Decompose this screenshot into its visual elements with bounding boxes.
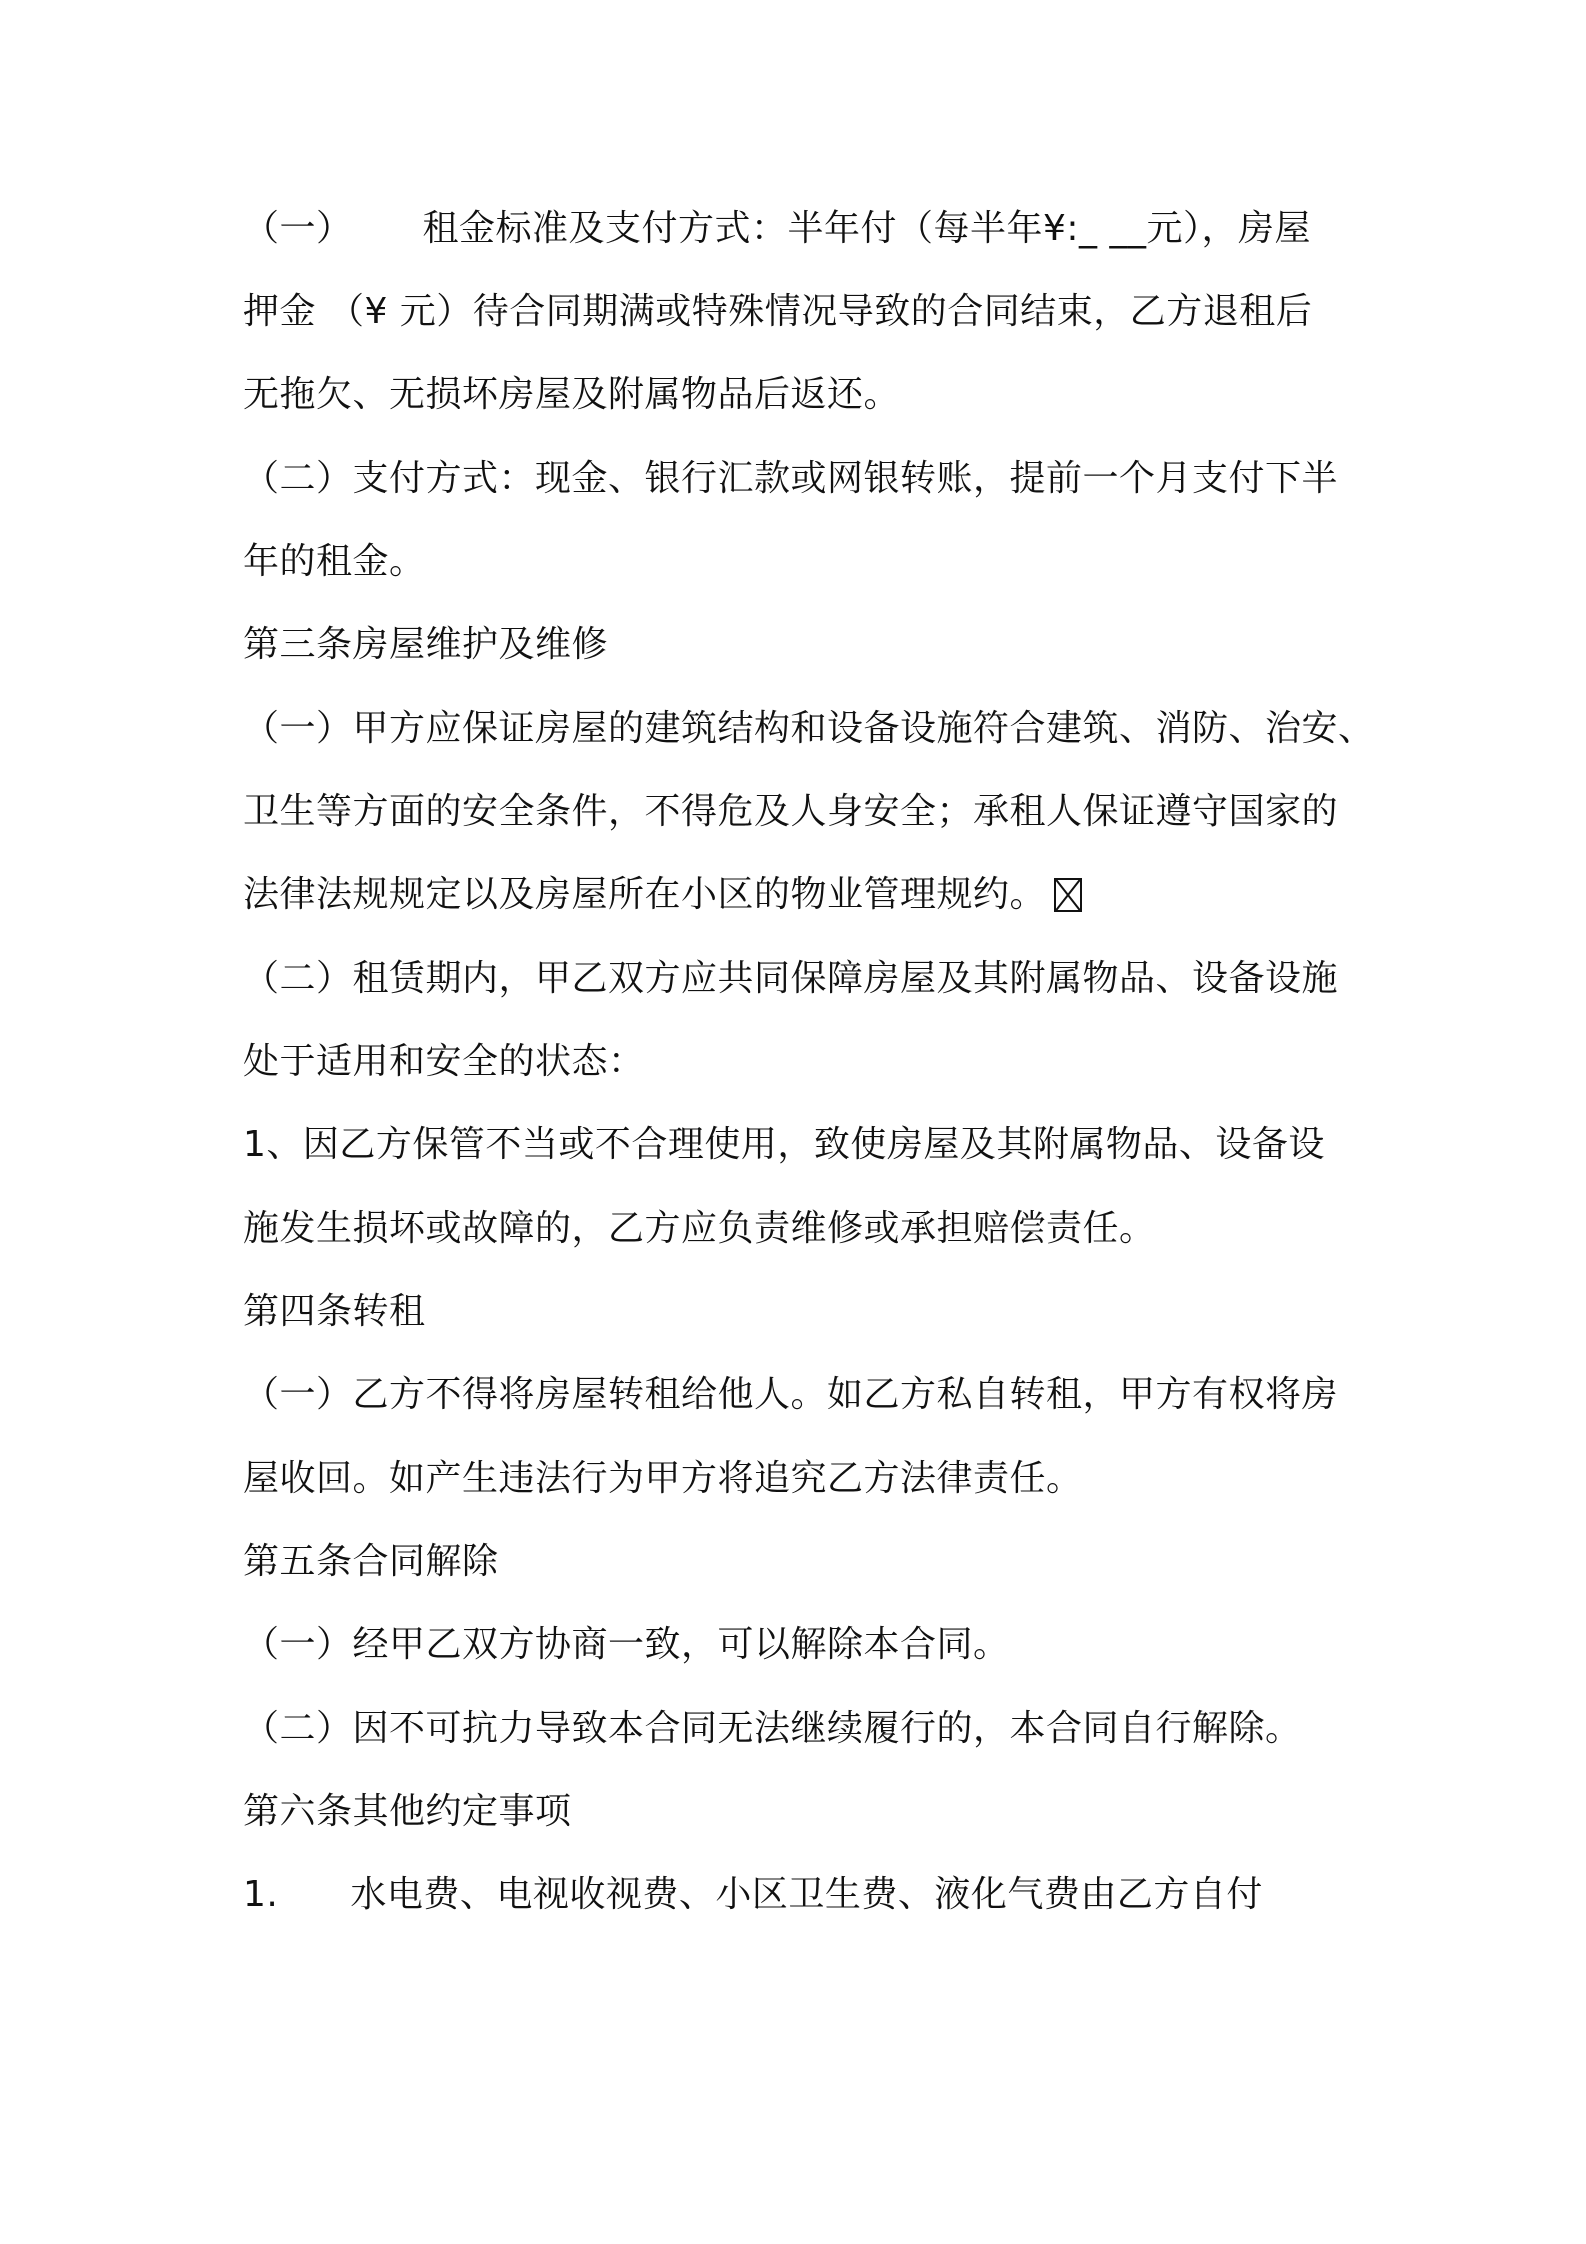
text-line: （一）甲方应保证房屋的建筑结构和设备设施符合建筑、消防、治安、 (243, 708, 1375, 749)
list-text: 水电费、电视收视费、小区卫生费、液化气费由乙方自付 (350, 1874, 1263, 1915)
section-heading: 第六条其他约定事项 (243, 1791, 572, 1832)
list-number: 1. (243, 1874, 279, 1915)
text-line: 年的租金。 (243, 541, 426, 582)
text-line: 押金 （¥ 元）待合同期满或特殊情况导致的合同结束，乙方退租后 (243, 291, 1313, 332)
clause-text: 租金标准及支付方式：半年付（每半年¥:_ __元），房屋 (422, 208, 1311, 249)
section-heading: 第三条房屋维护及维修 (243, 624, 609, 665)
text-line: （二）租赁期内，甲乙双方应共同保障房屋及其附属物品、设备设施 (243, 958, 1339, 999)
section-heading: 第四条转租 (243, 1291, 426, 1332)
text-line: 屋收回。如产生违法行为甲方将追究乙方法律责任。 (243, 1458, 1083, 1499)
text-line-with-box (243, 871, 1363, 919)
text-line: （一）乙方不得将房屋转租给他人。如乙方私自转租，甲方有权将房 (243, 1374, 1339, 1415)
text-line: （二）因不可抗力导致本合同无法继续履行的，本合同自行解除。 (243, 1708, 1302, 1749)
text-line: 无拖欠、无损坏房屋及附属物品后返还。 (243, 374, 901, 415)
section-heading: 第五条合同解除 (243, 1541, 499, 1582)
text-line: 卫生等方面的安全条件，不得危及人身安全；承租人保证遵守国家的 (243, 791, 1339, 832)
text-line: 处于适用和安全的状态： (243, 1041, 645, 1082)
box-x-icon (1054, 878, 1082, 912)
clause-number: （一） (243, 208, 353, 249)
list-item (243, 1871, 1363, 1919)
text-line: 1、因乙方保管不当或不合理使用，致使房屋及其附属物品、设备设 (243, 1124, 1325, 1165)
text-line: （二）支付方式：现金、银行汇款或网银转账，提前一个月支付下半 (243, 458, 1339, 499)
text-line: （一）经甲乙双方协商一致，可以解除本合同。 (243, 1624, 1010, 1665)
text-line: 施发生损坏或故障的，乙方应负责维修或承担赔偿责任。 (243, 1208, 1156, 1249)
clause-rent-standard (243, 205, 1363, 253)
text-line: 法律法规规定以及房屋所在小区的物业管理规约。 (243, 874, 1047, 915)
